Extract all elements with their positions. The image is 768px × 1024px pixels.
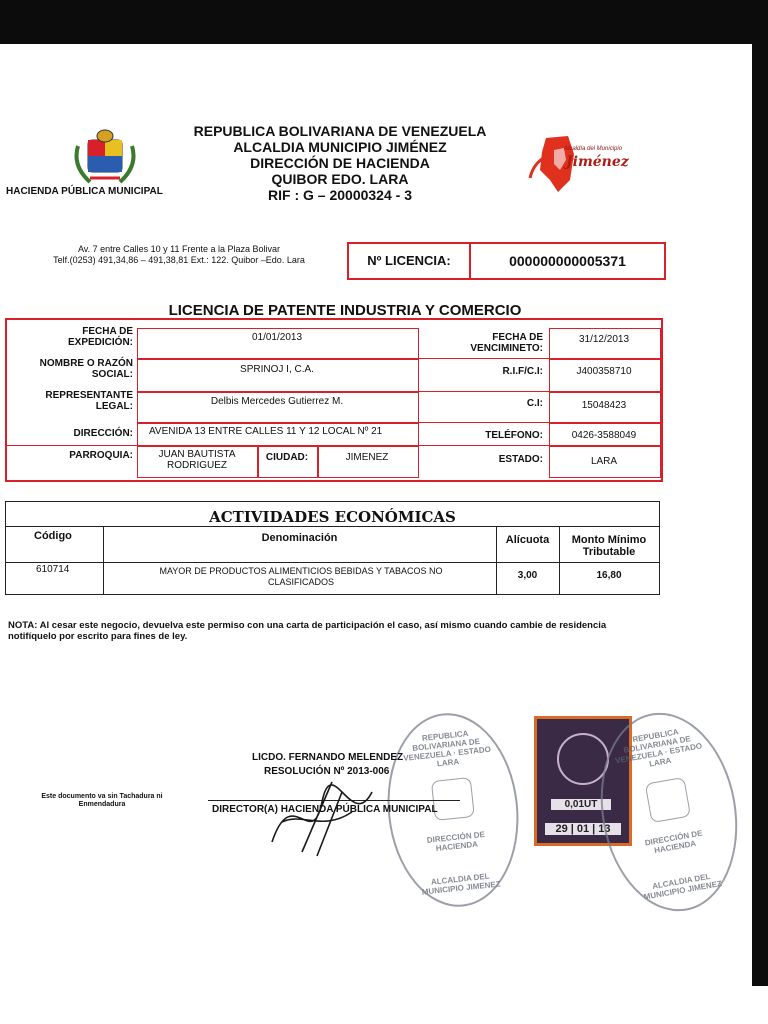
ciudad-value: JIMENEZ xyxy=(345,452,389,463)
tel-value: 0426-3588049 xyxy=(571,430,637,441)
col-header-codigo: Código xyxy=(34,530,72,542)
activities-title: ACTIVIDADES ECONÓMICAS xyxy=(209,508,456,526)
row-alicuota: 3,00 xyxy=(517,570,538,581)
stamp-emblem xyxy=(645,777,691,823)
jimenez-logo xyxy=(524,130,629,194)
address-line-1: Av. 7 entre Calles 10 y 11 Frente a la Plaza Bolivar xyxy=(77,244,281,254)
fecha-exp-value: 01/01/2013 xyxy=(251,332,303,343)
ci-value: 15048423 xyxy=(581,400,627,411)
rif-value: J400358710 xyxy=(576,366,632,377)
scan-right-border xyxy=(752,44,768,986)
signer-title: DIRECTOR(A) HACIENDA PÚBLICA MUNICIPAL xyxy=(212,804,438,815)
stamp-top-text: REPUBLICA BOLIVARIANA DE VENEZUELA · ESTADO LARA xyxy=(402,728,492,769)
ci-label: C.I: xyxy=(526,398,543,409)
right-logo-big-text: Jiménez xyxy=(566,154,629,170)
coat-of-arms-logo xyxy=(70,126,140,186)
row-denominacion: MAYOR DE PRODUCTOS ALIMENTICIOS BEBIDAS Y TABACOS NO CLASIFICADOS xyxy=(159,566,443,587)
tel-label: TELÉFONO: xyxy=(485,430,543,441)
stamp-mid-text: DIRECCIÓN DE HACIENDA xyxy=(644,828,704,856)
signer-name: LICDO. FERNANDO MELENDEZ xyxy=(252,752,404,763)
activities-col-line xyxy=(559,526,560,594)
nombre-label: NOMBRE O RAZÓN SOCIAL: xyxy=(39,358,133,380)
signature xyxy=(262,772,392,858)
estado-value: LARA xyxy=(590,456,618,467)
fecha-venc-value: 31/12/2013 xyxy=(578,334,630,345)
parroquia-label: PARROQUIA: xyxy=(69,450,133,461)
rep-value: Delbis Mercedes Gutierrez M. xyxy=(210,396,344,407)
parroquia-value: JUAN BAUTISTA RODRIGUEZ xyxy=(158,449,236,471)
header-line-4: QUIBOR EDO. LARA xyxy=(271,171,409,187)
dir-label: DIRECCIÓN: xyxy=(73,428,133,439)
stamp-top-text: REPUBLICA BOLIVARIANA DE VENEZUELA · ESTADO LARA xyxy=(614,727,703,769)
header-line-1: REPUBLICA BOLIVARIANA DE VENEZUELA xyxy=(193,123,487,139)
license-number: 000000000005371 xyxy=(509,253,626,269)
stamp-mid-text: DIRECCIÓN DE HACIENDA xyxy=(426,829,486,853)
activities-table xyxy=(5,501,660,595)
header-line-5: RIF : G – 20000324 - 3 xyxy=(268,187,412,203)
license-form-table xyxy=(5,318,663,482)
right-logo-small-text: Alcaldía del Municipio xyxy=(564,146,623,152)
rif-label: R.I.F/C.I: xyxy=(502,366,543,377)
left-logo-caption: HACIENDA PÚBLICA MUNICIPAL xyxy=(6,186,163,197)
fiscal-amount: 0,01UT xyxy=(551,799,611,810)
col-header-denominacion: Denominación xyxy=(261,532,338,544)
address-block xyxy=(14,244,344,266)
scan-top-border xyxy=(0,0,768,44)
license-label: Nº LICENCIA: xyxy=(367,253,451,268)
row-codigo: 610714 xyxy=(36,564,70,575)
fiscal-date: 29 | 01 | 13 xyxy=(545,823,621,835)
rep-label: REPRESENTANTE LEGAL: xyxy=(45,390,133,412)
fecha-venc-label: FECHA DE VENCIMINETO: xyxy=(470,332,543,354)
header-line-2: ALCALDIA MUNICIPIO JIMÉNEZ xyxy=(233,139,447,155)
tachadura-note: Este documento va sin Tachadura ni Enmendadura xyxy=(41,793,163,808)
stamp-bottom-text: ALCALDIA DEL MUNICIPIO JIMENEZ xyxy=(643,871,723,902)
note-text: NOTA: Al cesar este negocio, devuelva este permiso con una carta de participación el caso, así mismo cuando cambie de residencia notifíquelo por escrito para fines de ley. xyxy=(8,620,607,642)
stamp-bottom-text: ALCALDIA DEL MUNICIPIO JIMENEZ xyxy=(421,871,502,897)
signer-resolution: RESOLUCIÓN Nº 2013-006 xyxy=(264,766,390,777)
license-box xyxy=(347,242,666,280)
col-header-alicuota: Alícuota xyxy=(505,534,550,546)
header-block xyxy=(190,123,490,203)
nombre-value: SPRINOJ I, C.A. xyxy=(240,364,314,375)
header-line-3: DIRECCIÓN DE HACIENDA xyxy=(250,155,430,171)
ciudad-label: CIUDAD: xyxy=(265,452,309,463)
estado-label: ESTADO: xyxy=(498,454,543,465)
fecha-exp-label: FECHA DE EXPEDICIÓN: xyxy=(67,326,133,348)
col-header-monto: Monto Mínimo Tributable xyxy=(571,534,647,558)
dir-value: AVENIDA 13 ENTRE CALLES 11 Y 12 LOCAL Nº 21 xyxy=(149,426,383,437)
document-title: LICENCIA DE PATENTE INDUSTRIA Y COMERCIO xyxy=(168,302,522,319)
row-monto: 16,80 xyxy=(596,570,622,581)
address-line-2: Telf.(0253) 491,34,86 – 491,38,81 Ext.: 122. Quibor –Edo. Lara xyxy=(53,255,305,265)
